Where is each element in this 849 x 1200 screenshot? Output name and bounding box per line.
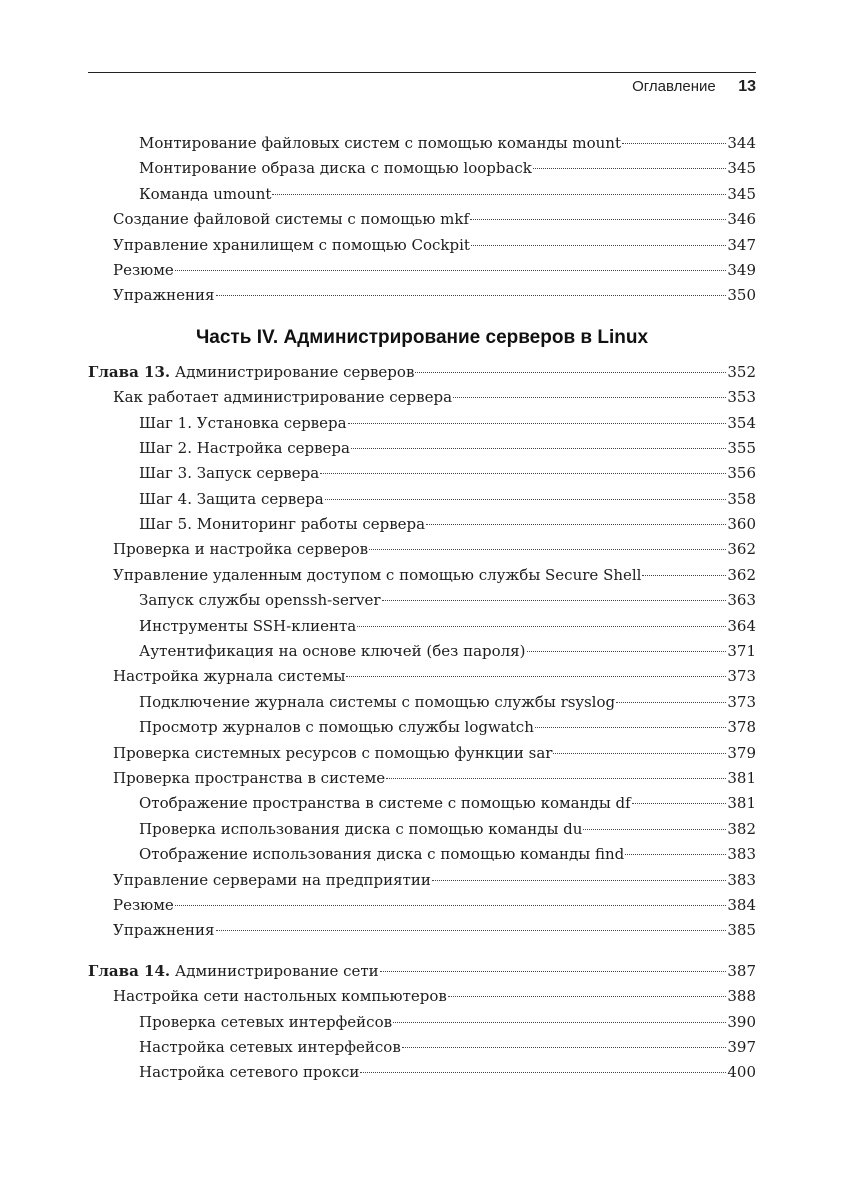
toc-entry-text: Инструменты SSH-клиента — [139, 616, 357, 635]
dot-leader — [272, 194, 726, 195]
toc-entry-title — [139, 411, 347, 436]
toc-entry-page: 347 — [727, 235, 756, 254]
dot-leader — [382, 600, 727, 601]
toc-entry-text: Проверка системных ресурсов с помощью функции sar — [113, 743, 553, 762]
toc-entry-page: 356 — [727, 464, 756, 483]
toc-entry[interactable] — [88, 283, 756, 308]
toc-entry-title — [139, 1010, 392, 1035]
toc-entry-text: Шаг 3. Запуск сервера — [139, 464, 320, 483]
toc-entry-text: Отображение пространства в системе с помощью команды df — [139, 794, 631, 813]
dot-leader — [426, 524, 726, 525]
dot-leader — [622, 143, 726, 144]
dot-leader — [415, 372, 726, 373]
toc-entry-text: Настройка сетевых интерфейсов — [139, 1037, 401, 1056]
toc-entry-text: Проверка сетевых интерфейсов — [139, 1012, 393, 1031]
toc-entry-text: Настройка журнала системы — [113, 667, 346, 686]
toc-entry[interactable] — [88, 436, 756, 461]
toc-entry[interactable] — [88, 156, 756, 181]
toc-entry-text: Шаг 4. Защита сервера — [139, 489, 324, 508]
toc-entry-text: Шаг 2. Настройка сервера — [139, 438, 350, 457]
toc-entry-text: Запуск службы openssh-server — [139, 591, 381, 610]
toc-entry[interactable] — [88, 385, 756, 410]
toc-chapter-entry[interactable] — [88, 360, 756, 385]
dot-leader — [216, 295, 727, 296]
toc-entry-page: 346 — [727, 210, 756, 229]
toc-block-top — [88, 131, 756, 309]
toc-entry-text: Упражнения — [113, 286, 215, 305]
toc-entry-text: Проверка пространства в системе — [113, 768, 386, 787]
toc-entry-page: 352 — [727, 362, 756, 381]
dot-leader — [453, 397, 726, 398]
toc-entry-text: Аутентификация на основе ключей (без пароля) — [139, 642, 526, 661]
toc-entry[interactable] — [88, 563, 756, 588]
toc-entry[interactable] — [88, 741, 756, 766]
table-of-contents — [88, 131, 756, 1086]
toc-entry-page: 373 — [727, 692, 756, 711]
toc-entry-page: 364 — [727, 616, 756, 635]
toc-entry[interactable] — [88, 918, 756, 943]
toc-entry-text: Монтирование образа диска с помощью loopback — [139, 159, 532, 178]
toc-entry-text: Упражнения — [113, 921, 215, 940]
toc-entry-text: Шаг 5. Мониторинг работы сервера — [139, 515, 426, 534]
dot-leader — [216, 930, 727, 931]
toc-entry-title — [113, 664, 345, 689]
toc-entry-title — [113, 893, 174, 918]
toc-entry-title — [139, 487, 324, 512]
toc-entry[interactable] — [88, 411, 756, 436]
toc-entry[interactable] — [88, 868, 756, 893]
toc-chapter-entry[interactable] — [88, 959, 756, 984]
dot-leader — [369, 549, 726, 550]
toc-entry-page: 363 — [727, 591, 756, 610]
toc-entry[interactable] — [88, 639, 756, 664]
toc-entry-title — [113, 868, 431, 893]
dot-leader — [533, 168, 726, 169]
toc-entry-title — [139, 461, 319, 486]
running-head-title: Оглавление — [632, 78, 716, 95]
dot-leader — [380, 971, 727, 972]
toc-entry-page: 358 — [727, 489, 756, 508]
toc-entry-title — [139, 842, 624, 867]
toc-entry[interactable] — [88, 182, 756, 207]
toc-entry-text: Монтирование файловых систем с помощью команды mount — [139, 134, 621, 152]
toc-entry[interactable] — [88, 258, 756, 283]
toc-entry-text: Управление удаленным доступом с помощью службы Secure Shell — [113, 565, 642, 584]
dot-leader — [632, 803, 727, 804]
toc-entry-title — [139, 791, 631, 816]
dot-leader — [583, 829, 726, 830]
dot-leader — [642, 575, 726, 576]
toc-chapter-14 — [88, 959, 756, 1086]
toc-entry[interactable] — [88, 842, 756, 867]
toc-entry-page: 388 — [727, 987, 756, 1006]
dot-leader — [432, 880, 727, 881]
dot-leader — [402, 1047, 727, 1048]
dot-leader — [386, 778, 726, 779]
toc-entry-title — [113, 563, 641, 588]
toc-entry[interactable] — [88, 207, 756, 232]
toc-chapter-13 — [88, 360, 756, 944]
toc-entry-text: Управление серверами на предприятии — [113, 870, 431, 889]
toc-entry-page: 385 — [727, 921, 756, 940]
toc-entry-page: 362 — [727, 565, 756, 584]
dot-leader — [553, 753, 726, 754]
toc-entry[interactable] — [88, 131, 756, 156]
toc-entry-page: 345 — [727, 159, 756, 178]
toc-entry-title — [113, 537, 368, 562]
dot-leader — [175, 905, 727, 906]
toc-entry-page: 378 — [727, 718, 756, 737]
toc-entry-page: 360 — [727, 515, 756, 534]
toc-entry[interactable] — [88, 664, 756, 689]
toc-entry[interactable] — [88, 984, 756, 1009]
dot-leader — [360, 1072, 726, 1073]
toc-entry-page: 382 — [727, 819, 756, 838]
toc-entry[interactable] — [88, 614, 756, 639]
toc-entry[interactable] — [88, 512, 756, 537]
toc-entry-page: 345 — [727, 184, 756, 203]
toc-entry[interactable] — [88, 893, 756, 918]
toc-entry-page: 362 — [727, 540, 756, 559]
toc-entry-title — [113, 283, 215, 308]
toc-entry-title — [113, 258, 174, 283]
toc-entry-text: Просмотр журналов с помощью службы logwatch — [139, 718, 534, 737]
toc-entry-title — [139, 156, 532, 181]
dot-leader — [348, 423, 727, 424]
toc-entry[interactable] — [88, 766, 756, 791]
dot-leader — [471, 245, 726, 246]
toc-entry-title — [113, 984, 447, 1009]
toc-entry-title — [139, 817, 582, 842]
dot-leader — [625, 854, 726, 855]
toc-entry-page: 371 — [727, 642, 756, 661]
dot-leader — [325, 499, 727, 500]
toc-entry-title — [139, 436, 350, 461]
toc-entry-text: Отображение использования диска с помощью команды find — [139, 845, 625, 864]
toc-entry-text: Настройка сетевого прокси — [139, 1063, 360, 1082]
toc-entry[interactable] — [88, 1060, 756, 1085]
toc-entry-page: 381 — [727, 768, 756, 787]
toc-entry-page: 383 — [727, 845, 756, 864]
toc-entry-page: 384 — [727, 895, 756, 914]
toc-entry-text: Как работает администрирование сервера — [113, 388, 453, 407]
toc-entry-text: Резюме — [113, 895, 174, 914]
part-title: Часть IV. Администрирование серверов в Linux — [195, 326, 649, 348]
toc-entry-page: 355 — [727, 438, 756, 457]
toc-entry-title — [139, 690, 615, 715]
dot-leader — [616, 702, 726, 703]
toc-entry-page: 344 — [727, 134, 756, 152]
toc-entry-title — [88, 360, 414, 385]
dot-leader — [320, 473, 726, 474]
toc-entry-title — [139, 131, 621, 156]
toc-entry[interactable] — [88, 1010, 756, 1035]
dot-leader — [175, 270, 727, 271]
toc-entry[interactable] — [88, 1035, 756, 1060]
toc-entry-page: 354 — [727, 413, 756, 432]
chapter-prefix: Глава 14. — [88, 961, 171, 980]
toc-entry-text: Настройка сети настольных компьютеров — [113, 987, 447, 1006]
toc-entry-page: 390 — [727, 1012, 756, 1031]
toc-entry-page: 373 — [727, 667, 756, 686]
dot-leader — [448, 996, 726, 997]
toc-entry-page: 350 — [727, 286, 756, 305]
dot-leader — [393, 1022, 726, 1023]
dot-leader — [535, 727, 727, 728]
toc-entry-text: Администрирование сети — [170, 961, 379, 980]
toc-entry-text: Подключение журнала системы с помощью службы rsyslog — [139, 692, 616, 711]
toc-entry-text: Управление хранилищем с помощью Cockpit — [113, 235, 470, 254]
toc-entry[interactable] — [88, 233, 756, 258]
toc-entry-page: 379 — [727, 743, 756, 762]
toc-entry-title — [139, 639, 526, 664]
toc-entry-title — [139, 614, 356, 639]
toc-entry-page: 387 — [727, 961, 756, 980]
chapter-gap — [88, 944, 756, 959]
dot-leader — [470, 219, 726, 220]
toc-entry[interactable] — [88, 715, 756, 740]
dot-leader — [351, 448, 726, 449]
toc-entry[interactable] — [88, 588, 756, 613]
toc-entry-text: Резюме — [113, 260, 174, 279]
toc-entry-title — [113, 766, 385, 791]
toc-entry-text: Администрирование серверов — [170, 362, 415, 381]
toc-entry-text: Шаг 1. Установка сервера — [139, 413, 347, 432]
toc-entry[interactable] — [88, 690, 756, 715]
toc-entry-title — [139, 715, 534, 740]
toc-entry-title — [113, 385, 452, 410]
toc-entry[interactable] — [88, 461, 756, 486]
toc-entry[interactable] — [88, 791, 756, 816]
toc-entry-text: Создание файловой системы с помощью mkf — [113, 210, 470, 229]
toc-entry[interactable] — [88, 487, 756, 512]
toc-entry-page: 349 — [727, 260, 756, 279]
toc-entry-title — [139, 182, 271, 207]
toc-entry-text: Проверка использования диска с помощью команды du — [139, 819, 583, 838]
toc-entry-title — [88, 959, 379, 984]
toc-entry-text: Проверка и настройка серверов — [113, 540, 369, 559]
toc-entry-text: Команда umount — [139, 184, 272, 203]
toc-entry-page: 353 — [727, 388, 756, 407]
chapter-prefix: Глава 13. — [88, 362, 171, 381]
toc-entry-page: 397 — [727, 1037, 756, 1056]
toc-entry-title — [139, 512, 425, 537]
dot-leader — [346, 676, 726, 677]
page-number: 13 — [738, 78, 756, 95]
toc-entry-title — [139, 1035, 401, 1060]
header-rule — [88, 72, 756, 73]
toc-entry-page: 400 — [727, 1063, 756, 1082]
toc-entry-title — [139, 588, 381, 613]
toc-entry-title — [139, 1060, 359, 1085]
toc-entry-title — [113, 918, 215, 943]
dot-leader — [357, 626, 726, 627]
toc-entry-page: 383 — [727, 870, 756, 889]
toc-entry-title — [113, 207, 469, 232]
toc-entry-title — [113, 233, 470, 258]
running-head — [632, 78, 756, 96]
dot-leader — [527, 651, 727, 652]
toc-entry-title — [113, 741, 552, 766]
toc-entry[interactable] — [88, 537, 756, 562]
toc-entry[interactable] — [88, 817, 756, 842]
toc-entry-page: 381 — [727, 794, 756, 813]
